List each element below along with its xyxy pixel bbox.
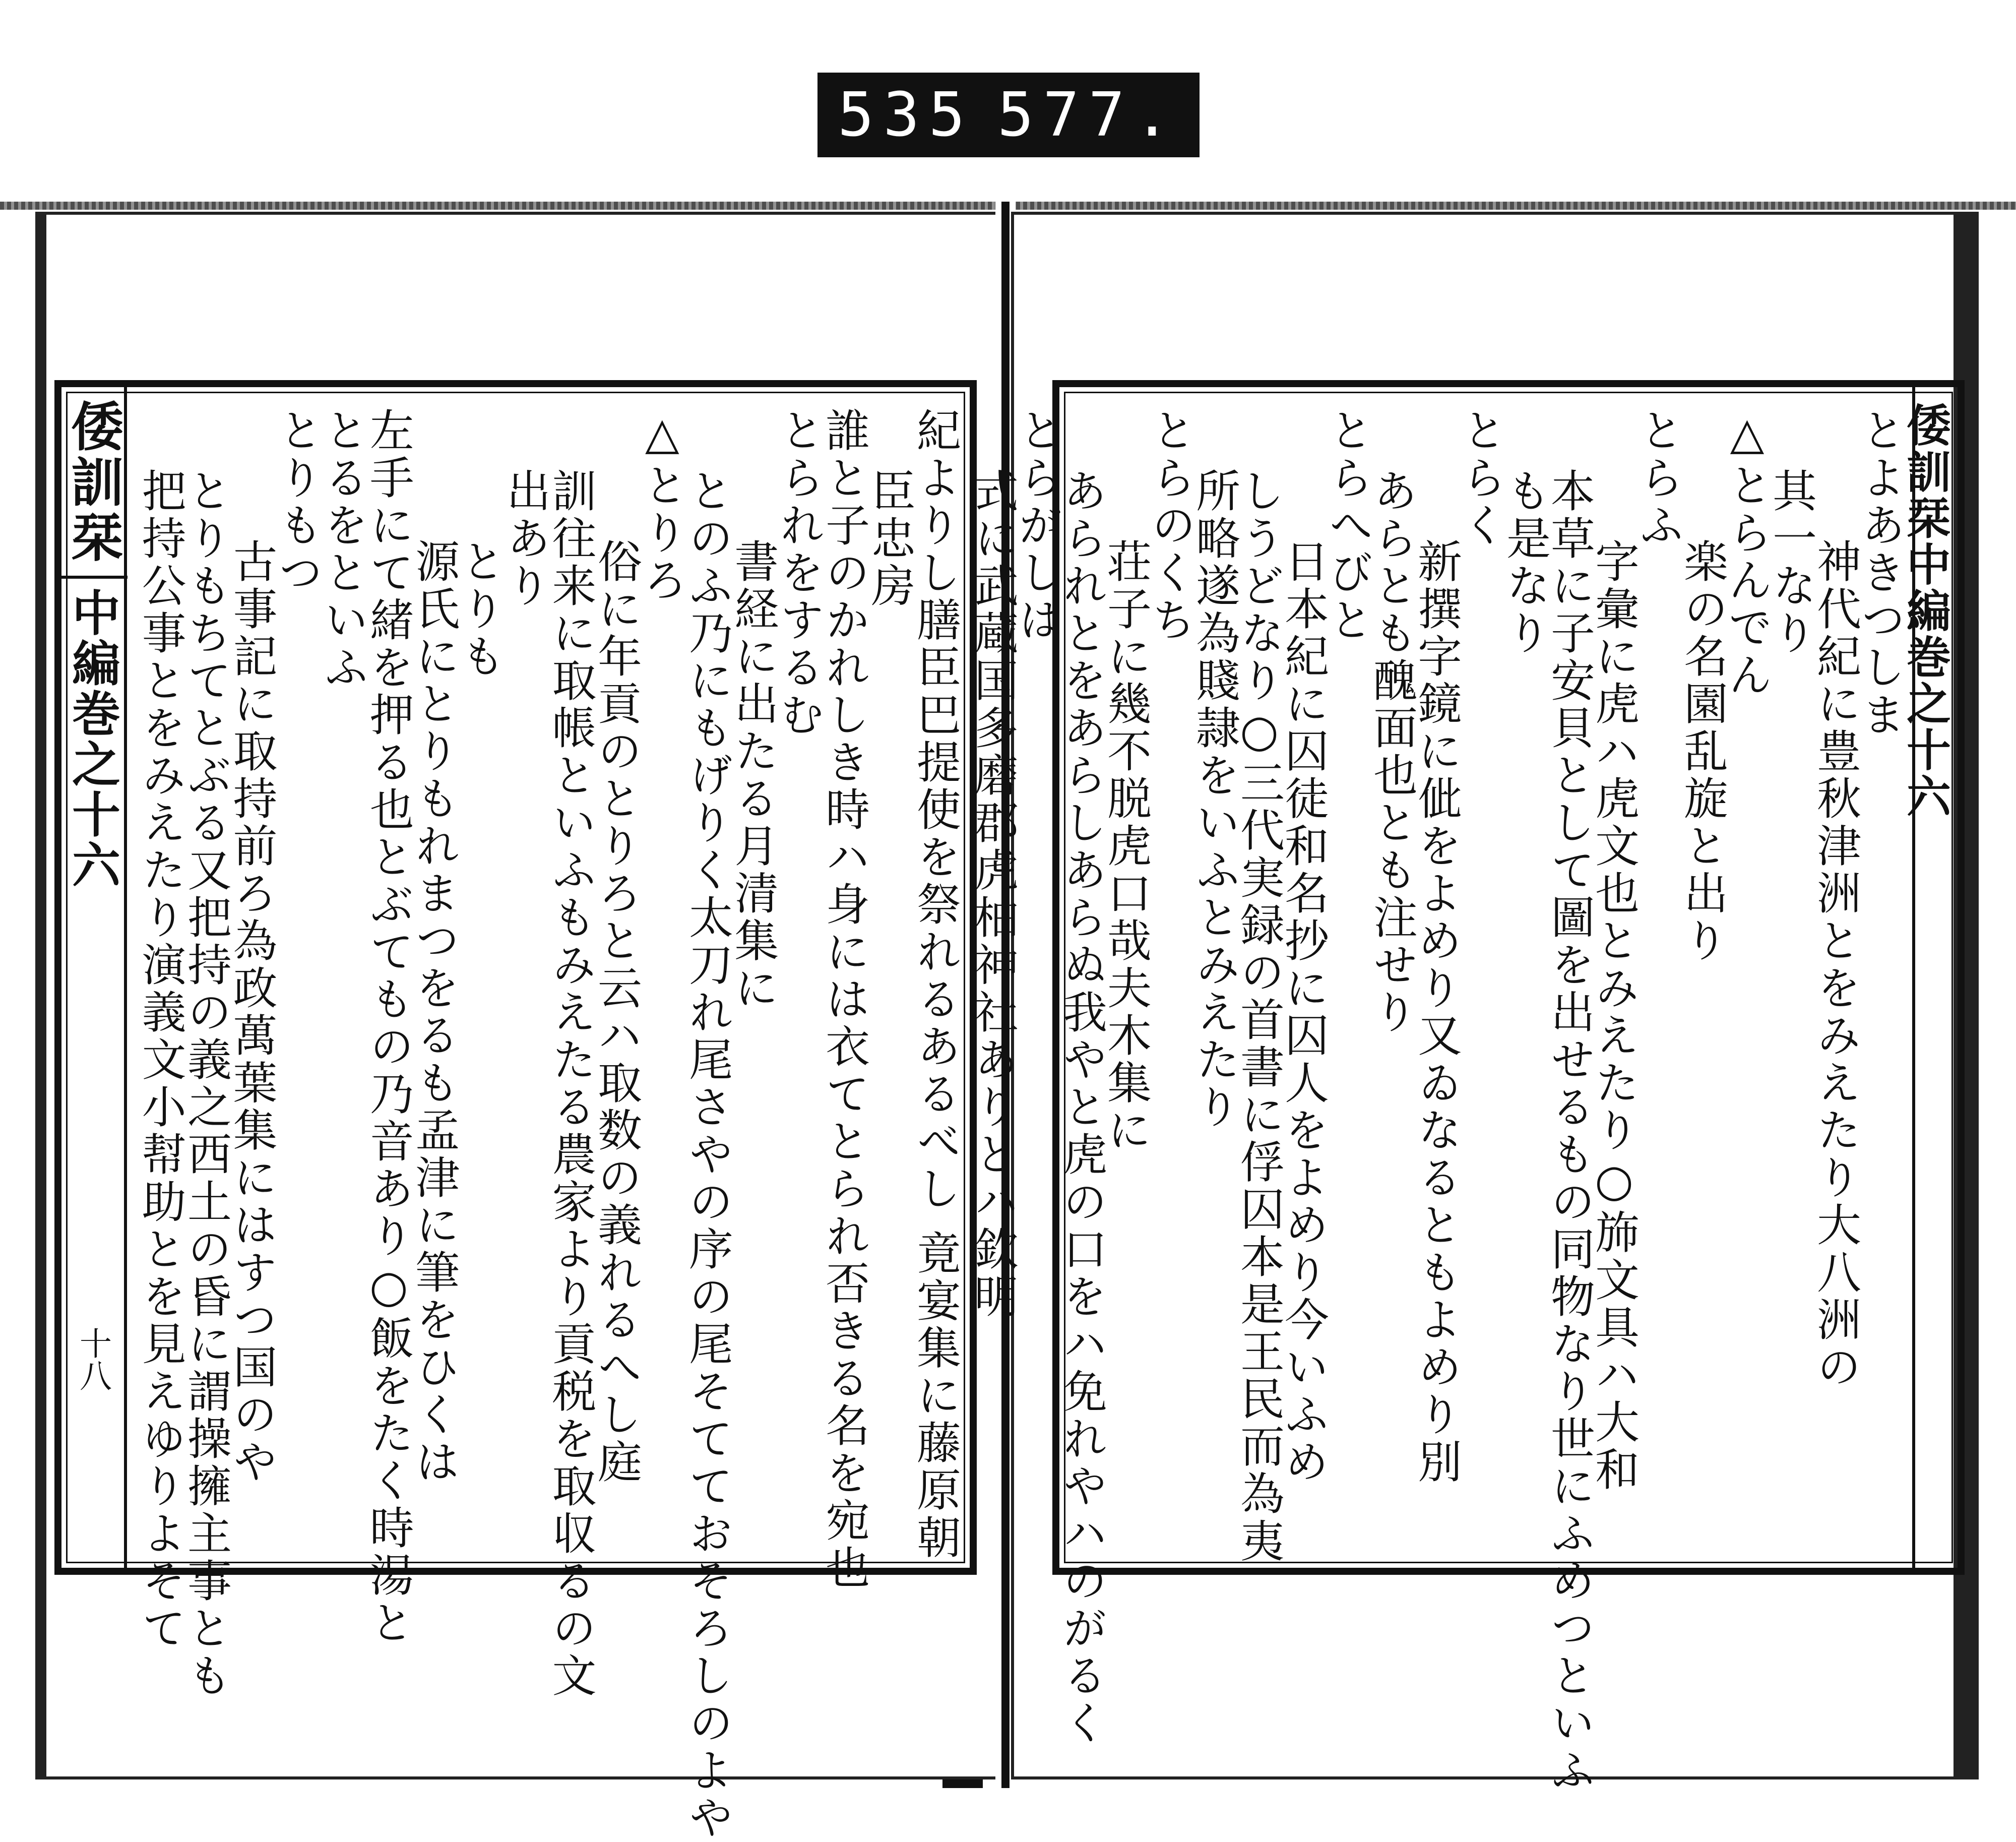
text-column: 其一なり	[1766, 468, 1817, 657]
text-column: とのふ乃にもげりく太刀れ尾さやの序の尾そてておそろしのよや	[681, 468, 734, 1842]
text-column: とらのくち	[1145, 407, 1196, 644]
text-column: △とらんでん	[1721, 407, 1773, 699]
text-column: も是なり	[1499, 468, 1551, 657]
text-column: 訓往来に取帳といふもみえたる農家より貢税を取収るの文	[545, 468, 597, 1700]
right-text-frame	[967, 380, 1965, 1795]
text-column: 日本紀に囚徒和名抄に囚人をよめり今いふめ	[1278, 538, 1330, 1486]
left-page	[35, 212, 1001, 1842]
text-column: とるをといふ	[317, 407, 369, 692]
text-column: とらふ	[1632, 407, 1684, 549]
text-column: あらとも醜面也とも注せり	[1366, 468, 1418, 1036]
text-column: 左手にて緒を押る也とぶてもの乃音あり○飯をたく時湯と	[362, 407, 415, 1647]
text-column: とられをするむ	[773, 407, 825, 739]
left-margin-title	[61, 387, 127, 1568]
text-column: 楽の名園乱旋と出り	[1677, 538, 1729, 965]
text-column: 所略遂為賤隷をいふとみえたり	[1189, 468, 1241, 1131]
text-column: とよあきつしま	[1854, 407, 1906, 739]
frame-number-left: 535	[838, 80, 974, 150]
book-title: 倭訓栞	[62, 399, 124, 566]
frame-number-right: 577.	[997, 80, 1179, 150]
text-column: とりも	[454, 538, 506, 681]
text-column: 紀よりし膳臣巴提使を祭れるあるべし 竟宴集に藤原朝	[910, 407, 962, 1562]
text-column: 荘子に幾不脱虎口哉夫木集に	[1100, 538, 1152, 1154]
text-column: 字彙に虎ハ虎文也とみえたり○斾文具ハ大和	[1588, 538, 1640, 1494]
left-text-columns	[135, 407, 962, 1842]
right-page	[967, 212, 1979, 1795]
text-column: 書経に出たる月清集に	[727, 538, 780, 1012]
left-text-frame	[54, 380, 977, 1842]
right-edge-title: 倭訓栞中編巻之十六	[1912, 387, 1958, 1568]
text-column: あられとをあらしあらぬ我やと虎の口をハ免れやハのがるく	[1056, 468, 1108, 1747]
folio-number: 十八	[74, 1327, 111, 1391]
right-text-columns	[967, 407, 1906, 1795]
text-column: とらく	[1455, 407, 1507, 549]
text-column: 出あり	[499, 468, 552, 610]
text-column: 臣忠房	[864, 468, 916, 610]
text-column: 式に武蔵国多磨郡虎柏神社ありとハ欽明	[967, 468, 1019, 1321]
text-column: 源氏にとりもれまつをるも孟津に筆をひくは	[408, 538, 461, 1486]
text-column: とらへびと	[1322, 407, 1374, 644]
text-column: しうどなり○三代実録の首書に俘囚本是王民而為夷	[1233, 468, 1285, 1565]
text-column: 俗に年貢のとりろと云ハ取数の義れるへし庭	[590, 538, 643, 1486]
text-column: 把持公事とをみえたり演義文小幇助とを見えゆりよそて	[135, 468, 187, 1652]
text-column: △とりろ	[636, 407, 688, 604]
scan-mark	[942, 1779, 983, 1788]
text-column: 誰と子のかれしき時ハ身には衣てとられ否きる名を宛也	[818, 407, 871, 1592]
text-column: 新撰字鏡に佌をよめり又ゐなるともよめり別	[1411, 538, 1463, 1486]
book-spread	[0, 202, 2016, 1842]
text-column: 本草に子安貝として圖を出せるもの同物なり世にふめつといふ	[1544, 468, 1596, 1795]
frame-number-label	[817, 73, 1200, 157]
text-column: 神代紀に豊秋津洲とをみえたり大八洲の	[1810, 538, 1862, 1391]
text-column: とらがしは	[1012, 407, 1063, 644]
text-column: 古事記に取持前ろ為政萬葉集にはすつ国のや	[226, 538, 278, 1486]
volume-title: 中編巻之十六	[58, 576, 128, 890]
text-column: とりもつ	[271, 407, 324, 597]
text-column: とりもちてとぶる又把持の義之西土の昏に謂操擁主事とも	[180, 468, 232, 1700]
